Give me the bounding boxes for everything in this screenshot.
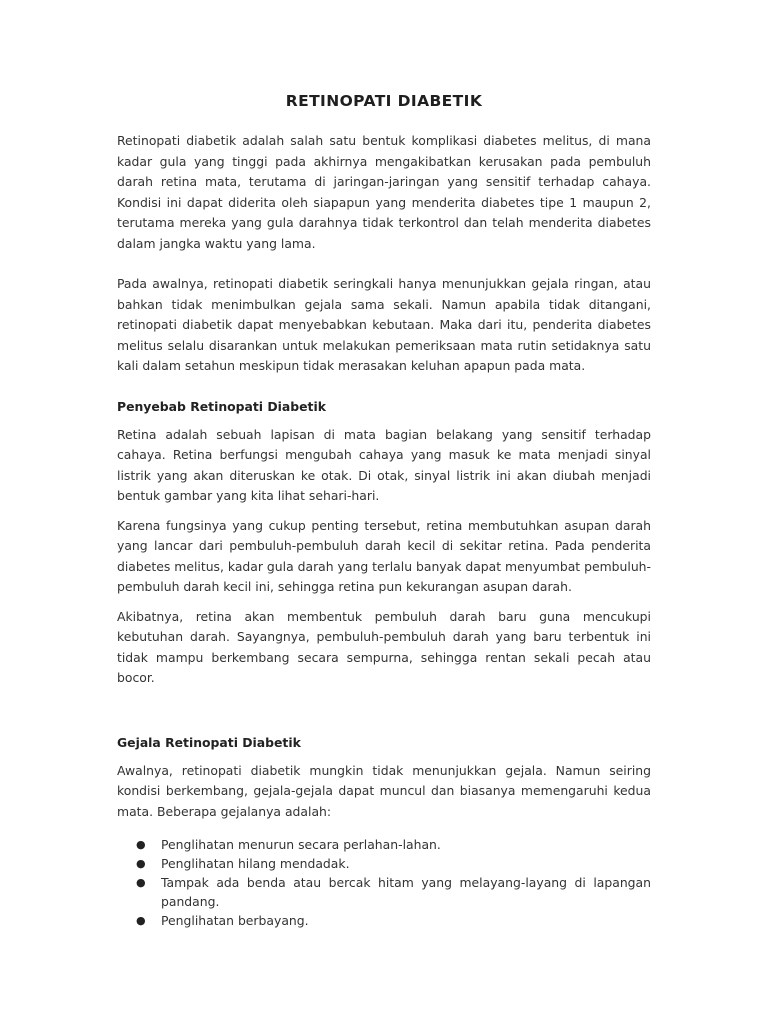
symptoms-list <box>117 835 651 930</box>
intro-paragraph-1: Retinopati diabetik adalah salah satu bentuk komplikasi diabetes melitus, di mana kadar gula yang tinggi pada akhirnya mengakibatkan kerusakan pada pembuluh darah retina mata, terutama di jaringan-jaringan yang sensitif terhadap cahaya. Kondisi ini dapat diderita oleh siapapun yang menderita diabetes tipe 1 maupun 2, terutama mereka yang gula darahnya tidak terkontrol dan telah menderita diabetes dalam jangka waktu yang lama. <box>117 133 651 251</box>
symptoms-intro: Awalnya, retinopati diabetik mungkin tidak menunjukkan gejala. Namun seiring kondisi berkembang, gejala-gejala dapat muncul dan biasanya memengaruhi kedua mata. Beberapa gejalanya adalah: <box>117 762 651 819</box>
causes-paragraph-3: Akibatnya, retina akan membentuk pembuluh darah baru guna mencukupi kebutuhan darah. Sayangnya, pembuluh-pembuluh darah yang baru terbentuk ini tidak mampu berkembang secara sempurna, sehingga rentan sekali pecah atau bocor. <box>117 608 651 685</box>
document-body <box>117 92 651 930</box>
causes-heading: Penyebab Retinopati Diabetik <box>117 398 326 414</box>
bullet-icon: ● <box>136 857 146 870</box>
list-item <box>136 835 651 854</box>
symptom-text: Penglihatan berbayang. <box>161 913 309 928</box>
bullet-icon: ● <box>136 914 146 927</box>
symptom-text: Penglihatan hilang mendadak. <box>161 856 350 871</box>
list-item <box>136 911 651 930</box>
causes-paragraph-2: Karena fungsinya yang cukup penting tersebut, retina membutuhkan asupan darah yang lancar dari pembuluh-pembuluh darah kecil di sekitar retina. Pada penderita diabetes melitus, kadar gula darah yang terlalu banyak dapat menyumbat pembuluh-pembuluh darah kecil ini, sehingga retina pun kekurangan asupan darah. <box>117 517 652 594</box>
document-title: RETINOPATI DIABETIK <box>285 92 483 110</box>
causes-paragraph-1: Retina adalah sebuah lapisan di mata bagian belakang yang sensitif terhadap cahaya. Retina berfungsi mengubah cahaya yang masuk ke mata menjadi sinyal listrik yang akan diteruskan ke otak. Di otak, sinyal listrik ini akan diubah menjadi bentuk gambar yang kita lihat sehari-hari. <box>117 426 651 503</box>
intro-paragraph-2: Pada awalnya, retinopati diabetik seringkali hanya menunjukkan gejala ringan, atau bahkan tidak menimbulkan gejala sama sekali. Namun apabila tidak ditangani, retinopati diabetik dapat menyebabkan kebutaan. Maka dari itu, penderita diabetes melitus selalu disarankan untuk melakukan pemeriksaan mata rutin setidaknya satu kali dalam setahun meskipun tidak merasakan keluhan apapun pada mata. <box>117 276 651 373</box>
symptoms-heading: Gejala Retinopati Diabetik <box>117 734 301 750</box>
bullet-icon: ● <box>136 876 146 889</box>
symptom-text: Tampak ada benda atau bercak hitam yang melayang-layang di lapangan pandang. <box>161 875 651 909</box>
symptom-text: Penglihatan menurun secara perlahan-lahan. <box>161 837 441 852</box>
list-item <box>136 854 651 873</box>
list-item <box>136 873 651 911</box>
bullet-icon: ● <box>136 838 146 851</box>
